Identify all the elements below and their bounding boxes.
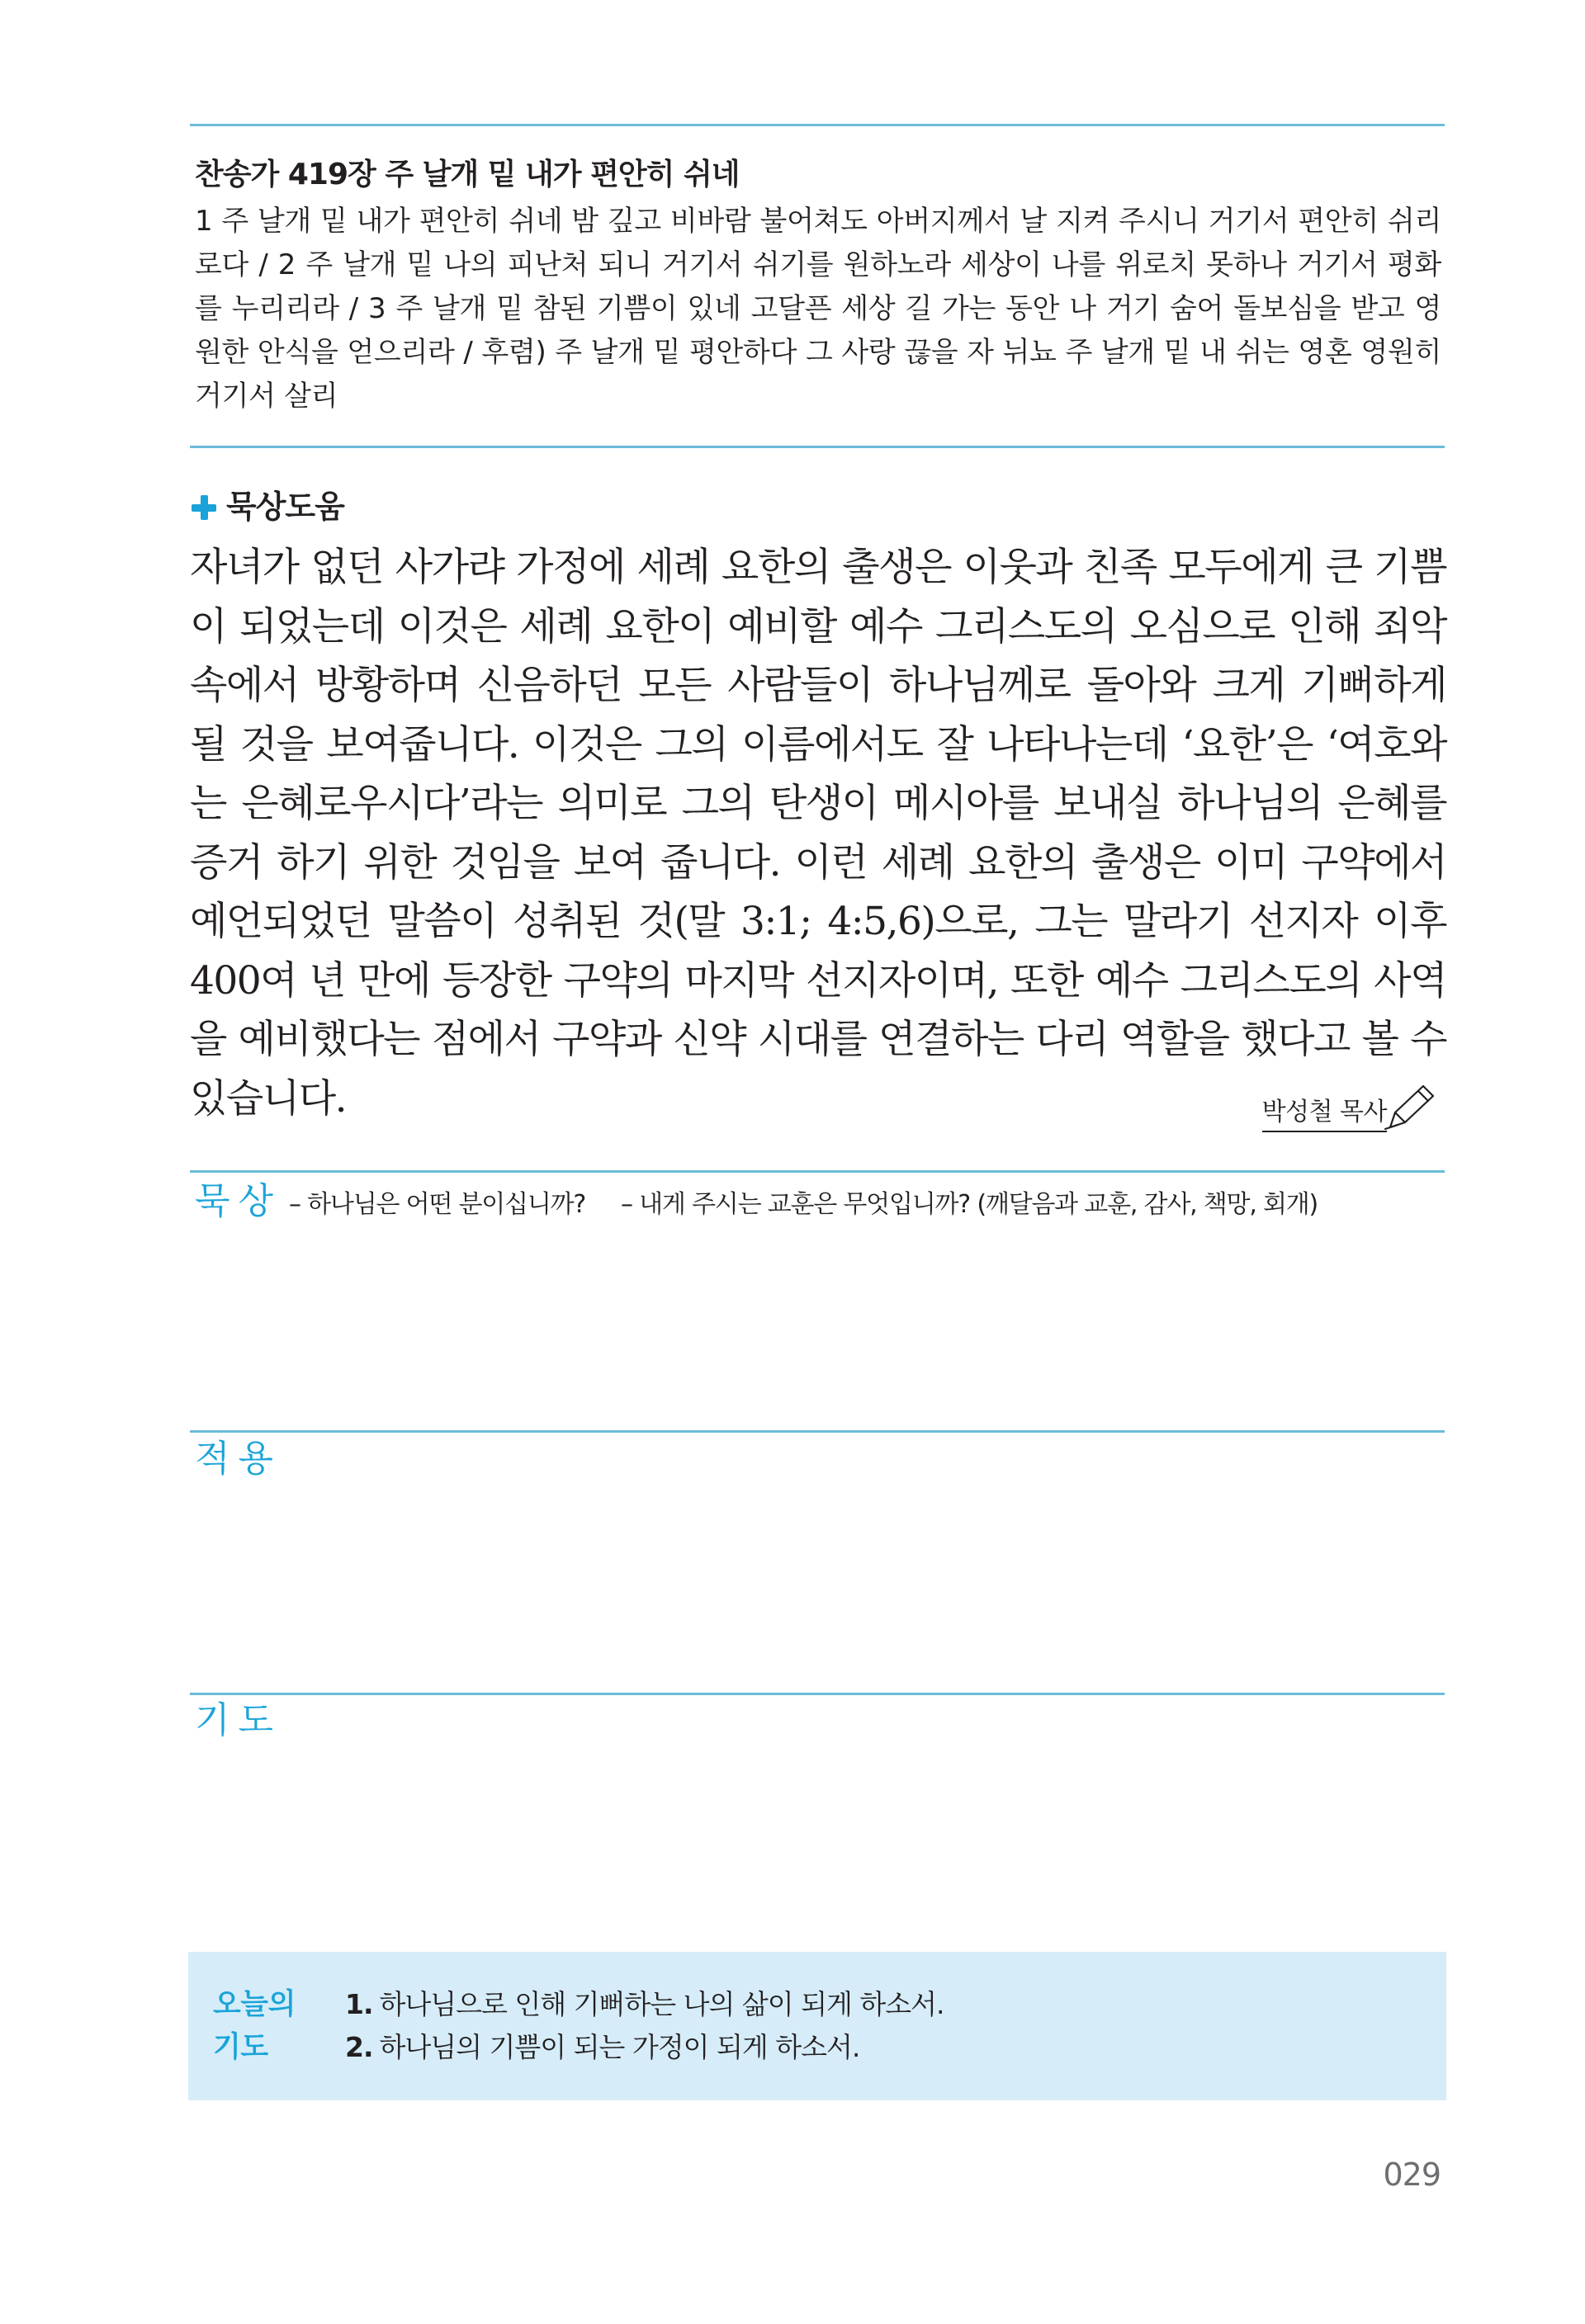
prayer-item-text: 하나님으로 인해 기뻐하는 나의 삶이 되게 하소서. (379, 1988, 944, 2020)
todays-prayer-label-line-2: 기도 (213, 2031, 268, 2064)
todays-prayer-label-line-1: 오늘의 (213, 1988, 296, 2021)
prayer-item (345, 1983, 944, 2026)
author-name: 박성철 목사 (1262, 1096, 1387, 1132)
prayer-item-text: 하나님의 기쁨이 되는 가정이 되게 하소서. (379, 2031, 860, 2063)
todays-prayer-list (345, 1983, 944, 2069)
prayer-item-number: 1. (345, 1988, 373, 2020)
todays-prayer-label (213, 1983, 296, 2069)
meditation-divider (190, 1170, 1445, 1173)
hymn-bottom-divider (190, 446, 1445, 448)
prayer-divider (190, 1693, 1445, 1695)
prayer-label: 기도 (195, 1699, 282, 1741)
meditation-help-heading (192, 484, 344, 530)
application-label: 적용 (195, 1438, 282, 1480)
hymn-section (195, 154, 1441, 418)
meditation-label: 묵상 (195, 1180, 282, 1222)
top-divider (190, 124, 1445, 126)
todays-prayer-box (188, 1952, 1446, 2100)
meditation-question-1: – 하나님은 어떤 분이십니까? (289, 1190, 586, 1219)
meditation-help-title: 묵상도움 (226, 489, 344, 525)
plus-icon (192, 495, 216, 520)
application-divider (190, 1430, 1445, 1433)
prayer-item (345, 2026, 944, 2069)
author-signature (1262, 1083, 1436, 1132)
meditation-help-body: 자녀가 없던 사가랴 가정에 세례 요한의 출생은 이웃과 친족 모두에게 큰 기쁨이 되었는데 이것은 세례 요한이 예비할 예수 그리스도의 오심으로 인해 죄악 속에서 방황하며 신음하던 모든 사람들이 하나님께로 돌아와 크게 기뻐하게 될 것을 보여줍니다. 이것은 그의 이름에서도 잘 나타나는데 ‘요한’은 ‘여호와는 은혜로우시다’라는 의미로 그의 탄생이 메시아를 보내실 하나님의 은혜를 증거 하기 위한 것임을 보여 줍니다. 이런 세례 요한의 출생은 이미 구약에서 예언되었던 말씀이 성취된 것(말 3:1; 4:5,6)으로, 그는 말라기 선지자 이후 400여 년 만에 등장한 구약의 마지막 선지자이며, 또한 예수 그리스도의 사역을 예비했다는 점에서 구약과 신약 시대를 연결하는 다리 역할을 했다고 볼 수 있습니다. (190, 545, 1446, 1122)
hymn-lyrics: 1 주 날개 밑 내가 편안히 쉬네 밤 깊고 비바람 불어쳐도 아버지께서 날 지켜 주시니 거기서 편안히 쉬리로다 / 2 주 날개 밑 나의 피난처 되니 거기서 쉬기를 원하노라 세상이 나를 위로치 못하나 거기서 평화를 누리리라 / 3 주 날개 밑 참된 기쁨이 있네 고달픈 세상 길 가는 동안 나 거기 숨어 돌보심을 받고 영원한 안식을 얻으리라 / 후렴) 주 날개 밑 평안하다 그 사랑 끊을 자 뉘뇨 주 날개 밑 내 쉬는 영혼 영원히 거기서 살리 (195, 205, 1442, 413)
hymn-title: 찬송가 419장 주 날개 밑 내가 편안히 쉬네 (195, 158, 740, 191)
pencil-icon (1384, 1083, 1436, 1132)
page-number: 029 (1383, 2156, 1441, 2193)
meditation-question-2: – 내게 주시는 교훈은 무엇입니까? (깨달음과 교훈, 감사, 책망, 회개) (621, 1190, 1318, 1219)
prayer-item-number: 2. (345, 2031, 373, 2063)
